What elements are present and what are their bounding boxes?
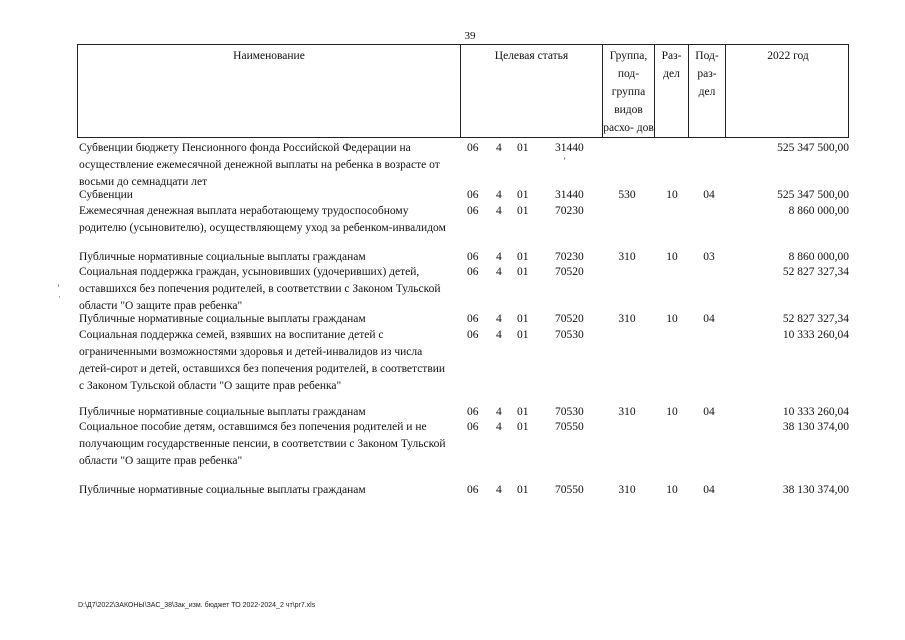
scan-mark: · [58, 292, 61, 302]
row-amount: 38 130 374,00 [782, 484, 849, 496]
row-amount: 38 130 374,00 [782, 421, 849, 433]
row-amount: 10 333 260,04 [782, 329, 849, 341]
row-code-4: 70520 [555, 313, 584, 325]
row-code-1: 06 [467, 251, 479, 263]
row-subsection: 04 [703, 484, 715, 496]
row-code-4: 70520 [555, 266, 584, 278]
row-code-3: 01 [517, 329, 529, 341]
row-code-1: 06 [467, 329, 479, 341]
row-section: 10 [666, 251, 678, 263]
row-code-2: 4 [496, 205, 502, 217]
row-code-2: 4 [496, 329, 502, 341]
row-code-4: 70230 [555, 205, 584, 217]
row-code-4: 31440 [555, 189, 584, 201]
row-name: Публичные нормативные социальные выплаты гражданам [79, 406, 366, 418]
row-name: Социальное пособие детям, оставшимся без попечения родителей и не получающим государственные пенсии, в соответствии с Законом Тульской области "О защите прав ребенка" [79, 421, 446, 467]
row-code-3: 01 [517, 251, 529, 263]
row-code-2: 4 [496, 484, 502, 496]
row-name: Субвенции [79, 189, 133, 201]
row-subsection: 03 [703, 251, 715, 263]
row-code-2: 4 [496, 251, 502, 263]
page-number: 39 [464, 30, 476, 42]
row-amount: 8 860 000,00 [788, 251, 849, 263]
header-name: Наименование [78, 45, 461, 137]
row-group: 310 [618, 313, 636, 325]
row-name: Публичные нормативные социальные выплаты гражданам [79, 251, 366, 263]
row-code-3: 01 [517, 421, 529, 433]
row-code-2: 4 [496, 313, 502, 325]
header-target-article: Целевая статья [461, 45, 603, 137]
row-code-1: 06 [467, 142, 479, 154]
row-name: Публичные нормативные социальные выплаты гражданам [79, 313, 366, 325]
row-amount: 525 347 500,00 [777, 142, 849, 154]
row-amount: 52 827 327,34 [782, 313, 849, 325]
row-amount: 525 347 500,00 [777, 189, 849, 201]
row-code-1: 06 [467, 421, 479, 433]
row-code-1: 06 [467, 189, 479, 201]
row-section: 10 [666, 189, 678, 201]
row-name: Субвенции бюджету Пенсионного фонда Российской Федерации на осуществление ежемесячной денежной выплаты на ребенка в возрасте от восьми до семнадцати лет [79, 142, 440, 188]
header-year: 2022 год [767, 50, 809, 62]
row-code-1: 06 [467, 205, 479, 217]
row-amount: 8 860 000,00 [788, 205, 849, 217]
row-name: Социальная поддержка граждан, усыновивших (удочеривших) детей, оставшихся без попечения родителей, в соответствии с Законом Тульской области "О защите прав ребенка" [79, 266, 441, 312]
row-code-4: 70530 [555, 406, 584, 418]
row-code-4: 70530 [555, 329, 584, 341]
row-section: 10 [666, 484, 678, 496]
row-code-2: 4 [496, 142, 502, 154]
table-header [77, 44, 849, 138]
row-group: 310 [618, 251, 636, 263]
row-code-1: 06 [467, 266, 479, 278]
row-name: Ежемесячная денежная выплата неработающему трудоспособному родителю (усыновителю), осуществляющему уход за ребенком-инвалидом [79, 205, 446, 234]
row-code-4: 70230 [555, 251, 584, 263]
row-group: 310 [618, 406, 636, 418]
header-group: Группа, под- группа видов расхо- дов [603, 45, 655, 137]
row-amount: 10 333 260,04 [782, 406, 849, 418]
row-group: 530 [618, 189, 636, 201]
row-name: Социальная поддержка семей, взявших на воспитание детей с ограниченными возможностями здоровья и детей-инвалидов из числа детей-сирот и детей, оставшихся без попечения родителей, в соответствии с Законом Тульской области "О защите прав ребенка" [79, 329, 446, 392]
row-code-3: 01 [517, 313, 529, 325]
row-code-4: 70550 [555, 421, 584, 433]
row-code-1: 06 [467, 313, 479, 325]
scan-mark: ’ [563, 156, 566, 166]
row-code-2: 4 [496, 421, 502, 433]
row-code-3: 01 [517, 484, 529, 496]
row-code-3: 01 [517, 142, 529, 154]
row-code-2: 4 [496, 406, 502, 418]
row-section: 10 [666, 313, 678, 325]
row-code-3: 01 [517, 266, 529, 278]
row-subsection: 04 [703, 313, 715, 325]
row-subsection: 04 [703, 406, 715, 418]
scan-mark: ’ [57, 283, 60, 293]
row-code-1: 06 [467, 484, 479, 496]
row-code-3: 01 [517, 205, 529, 217]
row-subsection: 04 [703, 189, 715, 201]
row-group: 310 [618, 484, 636, 496]
row-name: Публичные нормативные социальные выплаты гражданам [79, 484, 366, 496]
row-section: 10 [666, 406, 678, 418]
header-section: Раз- дел [655, 45, 689, 137]
file-path-footer: D:\Д7\2022\ЗАКОНЫ\ЗАС_38\3ак_изм. бюджет ТО 2022-2024_2 чт\pr7.xls [78, 602, 316, 609]
row-code-2: 4 [496, 266, 502, 278]
row-code-2: 4 [496, 189, 502, 201]
row-code-3: 01 [517, 189, 529, 201]
row-amount: 52 827 327,34 [782, 266, 849, 278]
row-code-3: 01 [517, 406, 529, 418]
row-code-4: 70550 [555, 484, 584, 496]
header-subsection: Под- раз- дел [689, 45, 726, 137]
row-code-1: 06 [467, 406, 479, 418]
row-code-4: 31440 [555, 142, 584, 154]
